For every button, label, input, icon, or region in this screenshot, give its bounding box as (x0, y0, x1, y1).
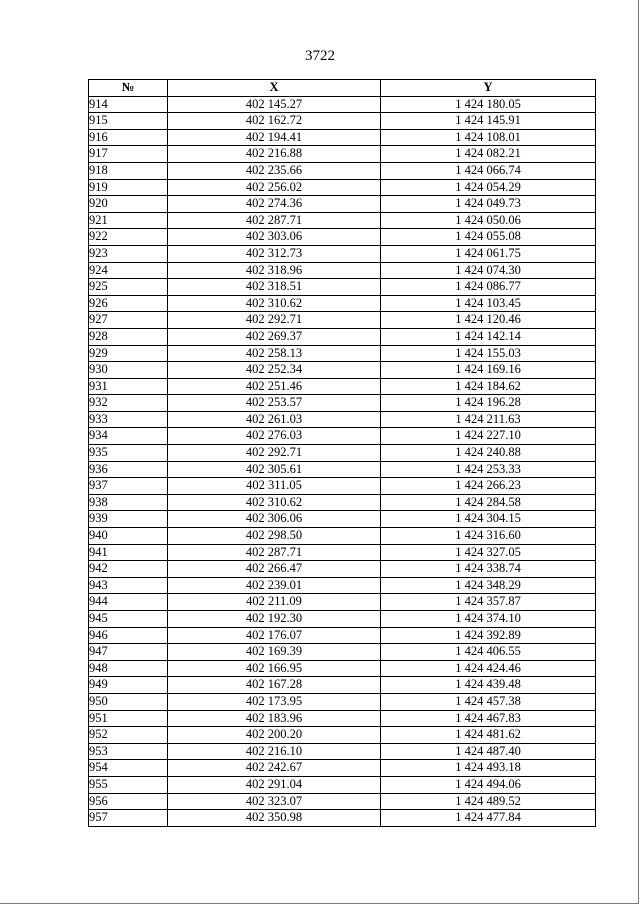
table-row (89, 478, 596, 495)
point-number-cell: 939 (89, 511, 168, 528)
x-coordinate-cell: 402 274.36 (168, 196, 381, 213)
table-row (89, 544, 596, 561)
table-row (89, 345, 596, 362)
y-coordinate-cell: 1 424 103.45 (381, 295, 596, 312)
table-row (89, 810, 596, 827)
point-number-cell: 917 (89, 146, 168, 163)
table-row (89, 627, 596, 644)
point-number-cell: 954 (89, 760, 168, 777)
x-coordinate-cell: 402 323.07 (168, 793, 381, 810)
y-coordinate-cell: 1 424 055.08 (381, 229, 596, 246)
point-number-cell: 946 (89, 627, 168, 644)
x-coordinate-cell: 402 216.88 (168, 146, 381, 163)
point-number-cell: 914 (89, 96, 168, 113)
point-number-cell: 953 (89, 743, 168, 760)
table-row (89, 594, 596, 611)
table-row (89, 279, 596, 296)
y-coordinate-cell: 1 424 304.15 (381, 511, 596, 528)
point-number-cell: 921 (89, 212, 168, 229)
point-number-cell: 928 (89, 328, 168, 345)
point-number-cell: 922 (89, 229, 168, 246)
table-row (89, 561, 596, 578)
table-row (89, 229, 596, 246)
x-coordinate-cell: 402 239.01 (168, 577, 381, 594)
table-row (89, 776, 596, 793)
y-coordinate-cell: 1 424 155.03 (381, 345, 596, 362)
y-coordinate-cell: 1 424 357.87 (381, 594, 596, 611)
y-coordinate-cell: 1 424 316.60 (381, 528, 596, 545)
table-row (89, 727, 596, 744)
point-number-cell: 943 (89, 577, 168, 594)
x-coordinate-cell: 402 292.71 (168, 312, 381, 329)
point-number-cell: 944 (89, 594, 168, 611)
x-coordinate-cell: 402 306.06 (168, 511, 381, 528)
y-coordinate-cell: 1 424 054.29 (381, 179, 596, 196)
point-number-cell: 945 (89, 611, 168, 628)
y-coordinate-cell: 1 424 487.40 (381, 743, 596, 760)
x-coordinate-cell: 402 287.71 (168, 544, 381, 561)
table-row (89, 760, 596, 777)
column-header-number: № (89, 80, 168, 97)
table-row (89, 212, 596, 229)
x-coordinate-cell: 402 253.57 (168, 395, 381, 412)
y-coordinate-cell: 1 424 049.73 (381, 196, 596, 213)
y-coordinate-cell: 1 424 211.63 (381, 411, 596, 428)
table-row (89, 262, 596, 279)
x-coordinate-cell: 402 173.95 (168, 693, 381, 710)
x-coordinate-cell: 402 216.10 (168, 743, 381, 760)
table-row (89, 743, 596, 760)
y-coordinate-cell: 1 424 406.55 (381, 644, 596, 661)
y-coordinate-cell: 1 424 489.52 (381, 793, 596, 810)
y-coordinate-cell: 1 424 253.33 (381, 461, 596, 478)
y-coordinate-cell: 1 424 327.05 (381, 544, 596, 561)
table-row (89, 644, 596, 661)
table-row (89, 162, 596, 179)
x-coordinate-cell: 402 169.39 (168, 644, 381, 661)
table-row (89, 113, 596, 130)
y-coordinate-cell: 1 424 108.01 (381, 129, 596, 146)
point-number-cell: 948 (89, 660, 168, 677)
table-row (89, 179, 596, 196)
table-row (89, 511, 596, 528)
y-coordinate-cell: 1 424 145.91 (381, 113, 596, 130)
column-header-y: Y (381, 80, 596, 97)
table-row (89, 395, 596, 412)
point-number-cell: 926 (89, 295, 168, 312)
table-row (89, 378, 596, 395)
x-coordinate-cell: 402 183.96 (168, 710, 381, 727)
y-coordinate-cell: 1 424 196.28 (381, 395, 596, 412)
y-coordinate-cell: 1 424 180.05 (381, 96, 596, 113)
table-row (89, 362, 596, 379)
x-coordinate-cell: 402 312.73 (168, 245, 381, 262)
table-row (89, 461, 596, 478)
x-coordinate-cell: 402 166.95 (168, 660, 381, 677)
x-coordinate-cell: 402 276.03 (168, 428, 381, 445)
table-row (89, 295, 596, 312)
table-header-row (89, 80, 596, 97)
point-number-cell: 935 (89, 445, 168, 462)
y-coordinate-cell: 1 424 284.58 (381, 494, 596, 511)
point-number-cell: 949 (89, 677, 168, 694)
column-header-x: X (168, 80, 381, 97)
x-coordinate-cell: 402 266.47 (168, 561, 381, 578)
table-row (89, 312, 596, 329)
point-number-cell: 925 (89, 279, 168, 296)
table-body (89, 96, 596, 826)
y-coordinate-cell: 1 424 240.88 (381, 445, 596, 462)
x-coordinate-cell: 402 200.20 (168, 727, 381, 744)
x-coordinate-cell: 402 252.34 (168, 362, 381, 379)
point-number-cell: 927 (89, 312, 168, 329)
x-coordinate-cell: 402 162.72 (168, 113, 381, 130)
point-number-cell: 957 (89, 810, 168, 827)
y-coordinate-cell: 1 424 494.06 (381, 776, 596, 793)
x-coordinate-cell: 402 251.46 (168, 378, 381, 395)
table-row (89, 428, 596, 445)
point-number-cell: 919 (89, 179, 168, 196)
x-coordinate-cell: 402 258.13 (168, 345, 381, 362)
point-number-cell: 930 (89, 362, 168, 379)
point-number-cell: 937 (89, 478, 168, 495)
point-number-cell: 936 (89, 461, 168, 478)
point-number-cell: 942 (89, 561, 168, 578)
point-number-cell: 931 (89, 378, 168, 395)
point-number-cell: 947 (89, 644, 168, 661)
point-number-cell: 938 (89, 494, 168, 511)
y-coordinate-cell: 1 424 493.18 (381, 760, 596, 777)
table-row (89, 96, 596, 113)
table-row (89, 660, 596, 677)
table-row (89, 577, 596, 594)
y-coordinate-cell: 1 424 061.75 (381, 245, 596, 262)
x-coordinate-cell: 402 350.98 (168, 810, 381, 827)
table-row (89, 196, 596, 213)
point-number-cell: 955 (89, 776, 168, 793)
x-coordinate-cell: 402 145.27 (168, 96, 381, 113)
y-coordinate-cell: 1 424 348.29 (381, 577, 596, 594)
point-number-cell: 916 (89, 129, 168, 146)
y-coordinate-cell: 1 424 050.06 (381, 212, 596, 229)
point-number-cell: 952 (89, 727, 168, 744)
point-number-cell: 940 (89, 528, 168, 545)
x-coordinate-cell: 402 192.30 (168, 611, 381, 628)
point-number-cell: 920 (89, 196, 168, 213)
table-row (89, 494, 596, 511)
y-coordinate-cell: 1 424 082.21 (381, 146, 596, 163)
table-row (89, 146, 596, 163)
point-number-cell: 932 (89, 395, 168, 412)
y-coordinate-cell: 1 424 074.30 (381, 262, 596, 279)
x-coordinate-cell: 402 256.02 (168, 179, 381, 196)
coordinates-table (88, 79, 596, 827)
x-coordinate-cell: 402 318.96 (168, 262, 381, 279)
table-row (89, 611, 596, 628)
y-coordinate-cell: 1 424 169.16 (381, 362, 596, 379)
x-coordinate-cell: 402 303.06 (168, 229, 381, 246)
x-coordinate-cell: 402 292.71 (168, 445, 381, 462)
table-row (89, 245, 596, 262)
y-coordinate-cell: 1 424 266.23 (381, 478, 596, 495)
y-coordinate-cell: 1 424 338.74 (381, 561, 596, 578)
point-number-cell: 918 (89, 162, 168, 179)
x-coordinate-cell: 402 318.51 (168, 279, 381, 296)
table-row (89, 710, 596, 727)
x-coordinate-cell: 402 235.66 (168, 162, 381, 179)
point-number-cell: 923 (89, 245, 168, 262)
point-number-cell: 941 (89, 544, 168, 561)
y-coordinate-cell: 1 424 374.10 (381, 611, 596, 628)
y-coordinate-cell: 1 424 477.84 (381, 810, 596, 827)
table-row (89, 445, 596, 462)
x-coordinate-cell: 402 287.71 (168, 212, 381, 229)
page-number: 3722 (305, 48, 335, 64)
table-row (89, 411, 596, 428)
y-coordinate-cell: 1 424 184.62 (381, 378, 596, 395)
x-coordinate-cell: 402 298.50 (168, 528, 381, 545)
x-coordinate-cell: 402 211.09 (168, 594, 381, 611)
point-number-cell: 951 (89, 710, 168, 727)
x-coordinate-cell: 402 194.41 (168, 129, 381, 146)
x-coordinate-cell: 402 269.37 (168, 328, 381, 345)
table-row (89, 793, 596, 810)
x-coordinate-cell: 402 291.04 (168, 776, 381, 793)
point-number-cell: 924 (89, 262, 168, 279)
x-coordinate-cell: 402 176.07 (168, 627, 381, 644)
point-number-cell: 915 (89, 113, 168, 130)
table-row (89, 693, 596, 710)
table-row (89, 528, 596, 545)
y-coordinate-cell: 1 424 086.77 (381, 279, 596, 296)
x-coordinate-cell: 402 167.28 (168, 677, 381, 694)
y-coordinate-cell: 1 424 227.10 (381, 428, 596, 445)
y-coordinate-cell: 1 424 457.38 (381, 693, 596, 710)
x-coordinate-cell: 402 311.05 (168, 478, 381, 495)
y-coordinate-cell: 1 424 392.89 (381, 627, 596, 644)
point-number-cell: 933 (89, 411, 168, 428)
y-coordinate-cell: 1 424 439.48 (381, 677, 596, 694)
y-coordinate-cell: 1 424 066.74 (381, 162, 596, 179)
y-coordinate-cell: 1 424 481.62 (381, 727, 596, 744)
point-number-cell: 956 (89, 793, 168, 810)
point-number-cell: 950 (89, 693, 168, 710)
y-coordinate-cell: 1 424 142.14 (381, 328, 596, 345)
x-coordinate-cell: 402 305.61 (168, 461, 381, 478)
x-coordinate-cell: 402 310.62 (168, 295, 381, 312)
table-row (89, 129, 596, 146)
x-coordinate-cell: 402 310.62 (168, 494, 381, 511)
x-coordinate-cell: 402 242.67 (168, 760, 381, 777)
y-coordinate-cell: 1 424 467.83 (381, 710, 596, 727)
y-coordinate-cell: 1 424 424.46 (381, 660, 596, 677)
table-row (89, 677, 596, 694)
point-number-cell: 934 (89, 428, 168, 445)
y-coordinate-cell: 1 424 120.46 (381, 312, 596, 329)
x-coordinate-cell: 402 261.03 (168, 411, 381, 428)
point-number-cell: 929 (89, 345, 168, 362)
table-row (89, 328, 596, 345)
